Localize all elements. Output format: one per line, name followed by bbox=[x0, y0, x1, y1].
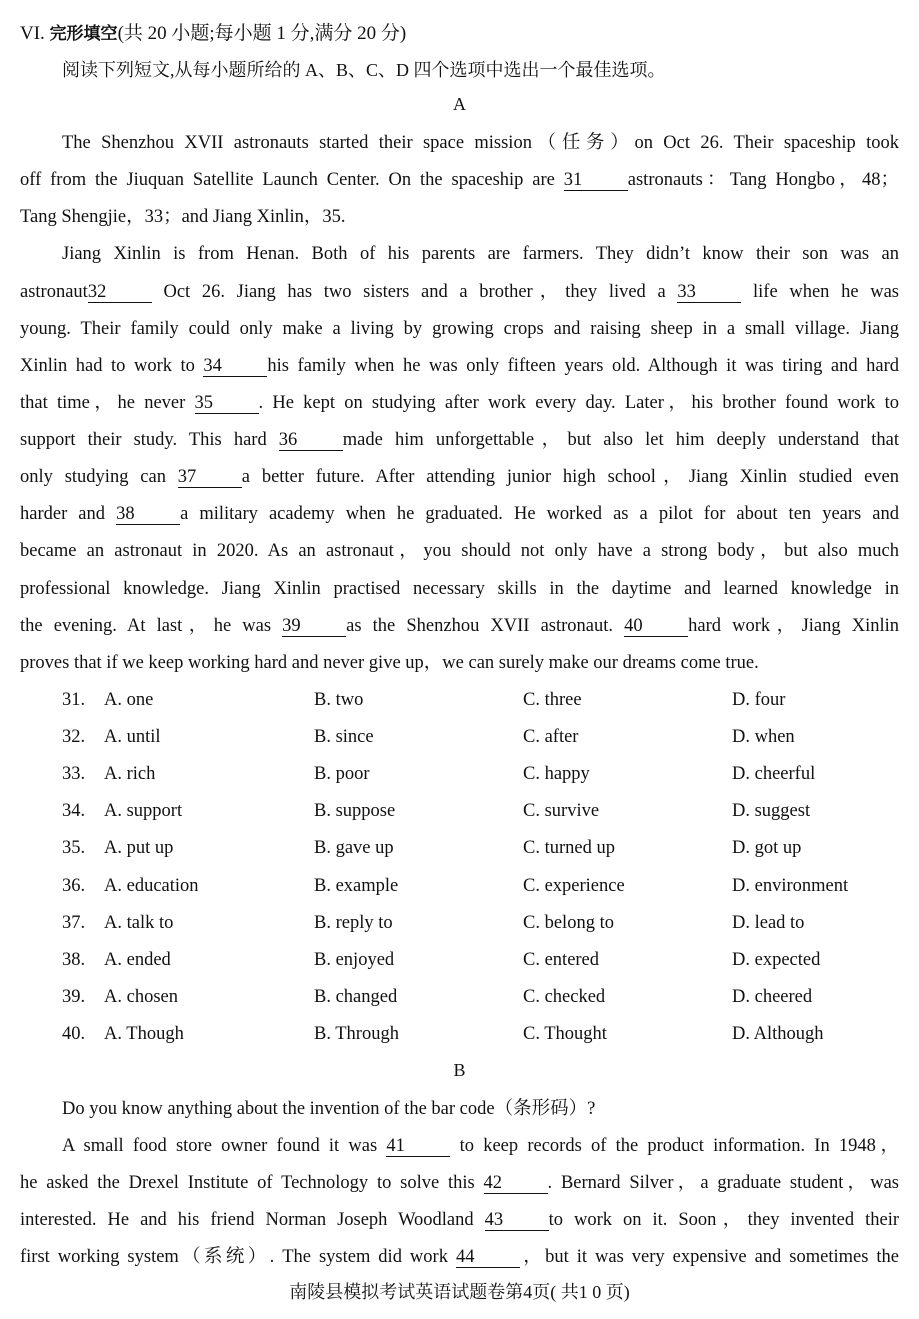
option-a: A. one bbox=[104, 690, 154, 710]
option-b: B. poor bbox=[314, 764, 370, 784]
option-b: B. two bbox=[314, 690, 364, 710]
question-number: 33. bbox=[62, 764, 86, 784]
option-d: D. cheered bbox=[732, 987, 813, 1007]
blank-32: 32 bbox=[88, 282, 152, 303]
option-c: C. experience bbox=[523, 876, 625, 896]
passage-text: ，but it was very expensive and sometimes the bbox=[519, 1247, 899, 1267]
blank-37: 37 bbox=[178, 467, 242, 488]
option-a: A. put up bbox=[104, 838, 174, 858]
passage-text: that time，he never bbox=[20, 393, 195, 413]
blank-34: 34 bbox=[203, 356, 267, 377]
passage-text: a better future. After attending junior high school，Jiang Xinlin studied even bbox=[241, 467, 899, 487]
blank-42: 42 bbox=[484, 1173, 548, 1194]
passage-text: proves that if we keep working hard and never give up，we can surely make our dreams come true. bbox=[20, 653, 759, 673]
passage-text: as the Shenzhou XVII astronaut. bbox=[346, 616, 625, 636]
blank-40: 40 bbox=[624, 616, 688, 637]
option-a: A. support bbox=[104, 801, 183, 821]
passage-line bbox=[62, 1133, 899, 1159]
option-d: D. environment bbox=[732, 876, 849, 896]
option-b: B. example bbox=[314, 876, 399, 896]
passage-line bbox=[20, 650, 899, 676]
question-number: 36. bbox=[62, 876, 86, 896]
blank-38: 38 bbox=[116, 504, 180, 525]
passage-line bbox=[20, 427, 899, 453]
passage-line bbox=[20, 501, 899, 527]
passage-text: the evening. At last，he was bbox=[20, 616, 283, 636]
passage-text: The Shenzhou XVII astronauts started their space mission（任务）on Oct 26. Their spaceship took bbox=[62, 133, 899, 153]
section-number: VI. bbox=[20, 23, 45, 44]
passage-text: A small food store owner found it was bbox=[62, 1136, 387, 1156]
instructions: 阅读下列短文,从每小题所给的 A、B、C、D 四个选项中选出一个最佳选项。 bbox=[62, 60, 666, 80]
blank-33: 33 bbox=[677, 282, 741, 303]
option-d: D. when bbox=[732, 727, 795, 747]
passage-text: became an astronaut in 2020. As an astronaut，you should not only have a strong body，but also much bbox=[20, 541, 899, 561]
question-number: 35. bbox=[62, 838, 86, 858]
section-note: (共 20 小题;每小题 1 分,满分 20 分) bbox=[117, 23, 407, 44]
blank-41: 41 bbox=[386, 1136, 450, 1157]
passage-line bbox=[20, 390, 899, 416]
passage-line bbox=[20, 576, 899, 602]
passage-line bbox=[20, 1207, 899, 1233]
blank-35: 35 bbox=[195, 393, 259, 414]
option-c: C. belong to bbox=[523, 913, 614, 933]
option-a: A. talk to bbox=[104, 913, 174, 933]
section-heading bbox=[20, 18, 406, 45]
option-c: C. survive bbox=[523, 801, 600, 821]
passage-text: support their study. This hard bbox=[20, 430, 279, 450]
passage-text: young. Their family could only make a living by growing crops and raising sheep in a small village. Jiang bbox=[20, 319, 899, 339]
passage-text: made him unforgettable，but also let him deeply understand that bbox=[342, 430, 900, 450]
option-b: B. enjoyed bbox=[314, 950, 395, 970]
question-number: 32. bbox=[62, 727, 86, 747]
passage-text: Jiang Xinlin is from Henan. Both of his parents are farmers. They didn’t know their son was an bbox=[62, 244, 899, 264]
passage-text: . He kept on studying after work every day. Later，his brother found work to bbox=[258, 393, 899, 413]
passage-text: hard work，Jiang Xinlin bbox=[688, 616, 900, 636]
passage-line bbox=[20, 613, 899, 639]
passage-text: to work on it. Soon，they invented their bbox=[548, 1210, 899, 1230]
passage-line bbox=[20, 204, 899, 230]
passage-text: a military academy when he graduated. He worked as a pilot for about ten years and bbox=[180, 504, 899, 524]
option-a: A. ended bbox=[104, 950, 171, 970]
passage-line bbox=[20, 538, 899, 564]
passage-text: his family when he was only fifteen years old. Although it was tiring and hard bbox=[267, 356, 899, 376]
passage-text: Oct 26. Jiang has two sisters and a brother，they lived a bbox=[151, 282, 678, 302]
passage-text: professional knowledge. Jiang Xinlin practised necessary skills in the daytime and learned knowledge in bbox=[20, 579, 899, 599]
option-b: B. changed bbox=[314, 987, 398, 1007]
option-b: B. suppose bbox=[314, 801, 396, 821]
option-c: C. three bbox=[523, 690, 582, 710]
passage-line bbox=[20, 316, 899, 342]
passage-text: Tang Shengjie，33；and Jiang Xinlin，35. bbox=[20, 207, 346, 227]
passage-text: astronauts：Tang Hongbo，48； bbox=[627, 170, 900, 190]
option-d: D. suggest bbox=[732, 801, 811, 821]
question-number: 38. bbox=[62, 950, 86, 970]
question-number: 40. bbox=[62, 1024, 86, 1044]
passage-line bbox=[20, 279, 899, 305]
option-b: B. since bbox=[314, 727, 374, 747]
option-b: B. reply to bbox=[314, 913, 393, 933]
passage-text: Xinlin had to work to bbox=[20, 356, 204, 376]
question-number: 31. bbox=[62, 690, 86, 710]
passage-line bbox=[20, 1170, 899, 1196]
blank-36: 36 bbox=[279, 430, 343, 451]
option-b: B. gave up bbox=[314, 838, 394, 858]
passage-line bbox=[20, 167, 899, 193]
passage-text: he asked the Drexel Institute of Technology to solve this bbox=[20, 1173, 484, 1193]
passage-line bbox=[62, 241, 899, 267]
section-b-label: B bbox=[453, 1060, 466, 1080]
section-a-label: A bbox=[453, 94, 466, 114]
option-d: D. lead to bbox=[732, 913, 805, 933]
option-c: C. Thought bbox=[523, 1024, 607, 1044]
passage-text: Do you know anything about the invention of the bar code（条形码）? bbox=[62, 1099, 596, 1119]
passage-text: . Bernard Silver，a graduate student，was bbox=[547, 1173, 899, 1193]
passage-text: harder and bbox=[20, 504, 117, 524]
blank-31: 31 bbox=[564, 170, 628, 191]
option-a: A. Though bbox=[104, 1024, 184, 1044]
option-c: C. after bbox=[523, 727, 579, 747]
passage-line bbox=[20, 464, 899, 490]
passage-line bbox=[62, 130, 899, 156]
option-d: D. got up bbox=[732, 838, 802, 858]
option-c: C. turned up bbox=[523, 838, 615, 858]
option-c: C. happy bbox=[523, 764, 590, 784]
page-footer: 南陵县模拟考试英语试题卷第4页( 共1 0 页) bbox=[289, 1282, 630, 1302]
option-a: A. rich bbox=[104, 764, 156, 784]
passage-line bbox=[62, 1096, 899, 1122]
passage-line bbox=[20, 353, 899, 379]
passage-text: interested. He and his friend Norman Joseph Woodland bbox=[20, 1210, 485, 1230]
passage-text: first working system（系统）. The system did work bbox=[20, 1247, 456, 1267]
option-a: A. chosen bbox=[104, 987, 178, 1007]
passage-text: life when he was bbox=[741, 282, 899, 302]
option-d: D. Although bbox=[732, 1024, 824, 1044]
passage-text: to keep records of the product information. In 1948， bbox=[450, 1136, 899, 1156]
question-number: 34. bbox=[62, 801, 86, 821]
option-a: A. until bbox=[104, 727, 161, 747]
option-d: D. expected bbox=[732, 950, 821, 970]
option-a: A. education bbox=[104, 876, 199, 896]
option-d: D. four bbox=[732, 690, 786, 710]
option-b: B. Through bbox=[314, 1024, 399, 1044]
passage-text: astronaut bbox=[20, 282, 88, 302]
option-d: D. cheerful bbox=[732, 764, 816, 784]
question-number: 39. bbox=[62, 987, 86, 1007]
blank-43: 43 bbox=[485, 1210, 549, 1231]
blank-39: 39 bbox=[282, 616, 346, 637]
section-title: 完形填空 bbox=[49, 24, 118, 44]
passage-text: only studying can bbox=[20, 467, 178, 487]
question-number: 37. bbox=[62, 913, 86, 933]
passage-line bbox=[20, 1244, 899, 1270]
blank-44: 44 bbox=[456, 1247, 520, 1268]
option-c: C. entered bbox=[523, 950, 600, 970]
passage-text: off from the Jiuquan Satellite Launch Center. On the spaceship are bbox=[20, 170, 564, 190]
option-c: C. checked bbox=[523, 987, 606, 1007]
